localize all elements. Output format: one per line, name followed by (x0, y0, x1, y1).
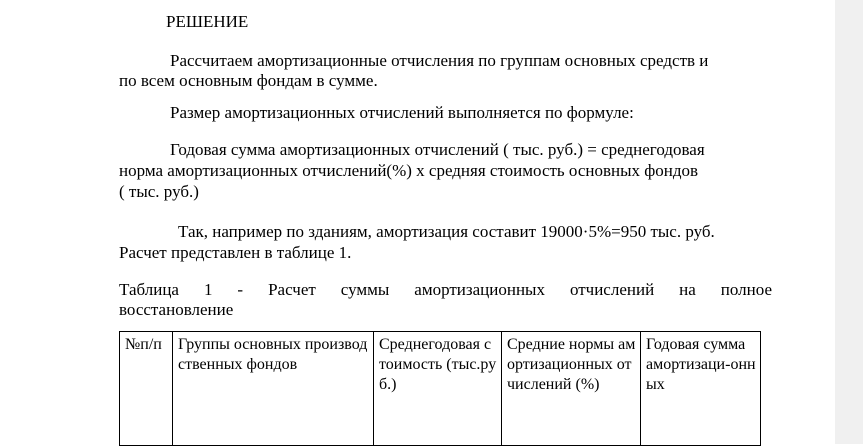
paragraph-3-line-1: Годовая сумма амортизационных отчислений ( тыс. руб.) = среднегодовая (170, 140, 705, 159)
header-depreciation-rate: Средние нормы амортизационных отчислений (%) (502, 332, 641, 446)
paragraph-2-line-1: Размер амортизационных отчислений выполняется по формуле: (170, 103, 634, 122)
header-number: №п/п (120, 332, 173, 446)
paragraph-1-line-1: Рассчитаем амортизационные отчисления по группам основных средств и (170, 51, 709, 70)
solution-heading: РЕШЕНИЕ (166, 12, 249, 31)
header-annual-amount: Годовая сумма амортизаци-онных (641, 332, 761, 446)
header-average-cost: Среднегодовая стоимость (тыс.руб.) (374, 332, 502, 446)
depreciation-table (119, 331, 761, 446)
table-header-row (120, 332, 761, 446)
paragraph-1-line-2: по всем основным фондам в сумме. (119, 71, 378, 90)
table-caption-line-2: восстановление (119, 300, 234, 319)
paragraph-4-line-2: Расчет представлен в таблице 1. (119, 243, 352, 262)
header-asset-groups: Группы основных производственных фондов (173, 332, 374, 446)
paragraph-3-line-3: ( тыс. руб.) (119, 182, 199, 201)
paragraph-3-line-2: норма амортизационных отчислений(%) х средняя стоимость основных фондов (119, 161, 699, 180)
paragraph-4-line-1: Так, например по зданиям, амортизация составит 19000·5%=950 тыс. руб. (178, 222, 715, 241)
page-margin (835, 0, 863, 444)
table-caption-line-1: Таблица 1 - Расчет суммы амортизационных отчислений на полное (119, 280, 772, 299)
